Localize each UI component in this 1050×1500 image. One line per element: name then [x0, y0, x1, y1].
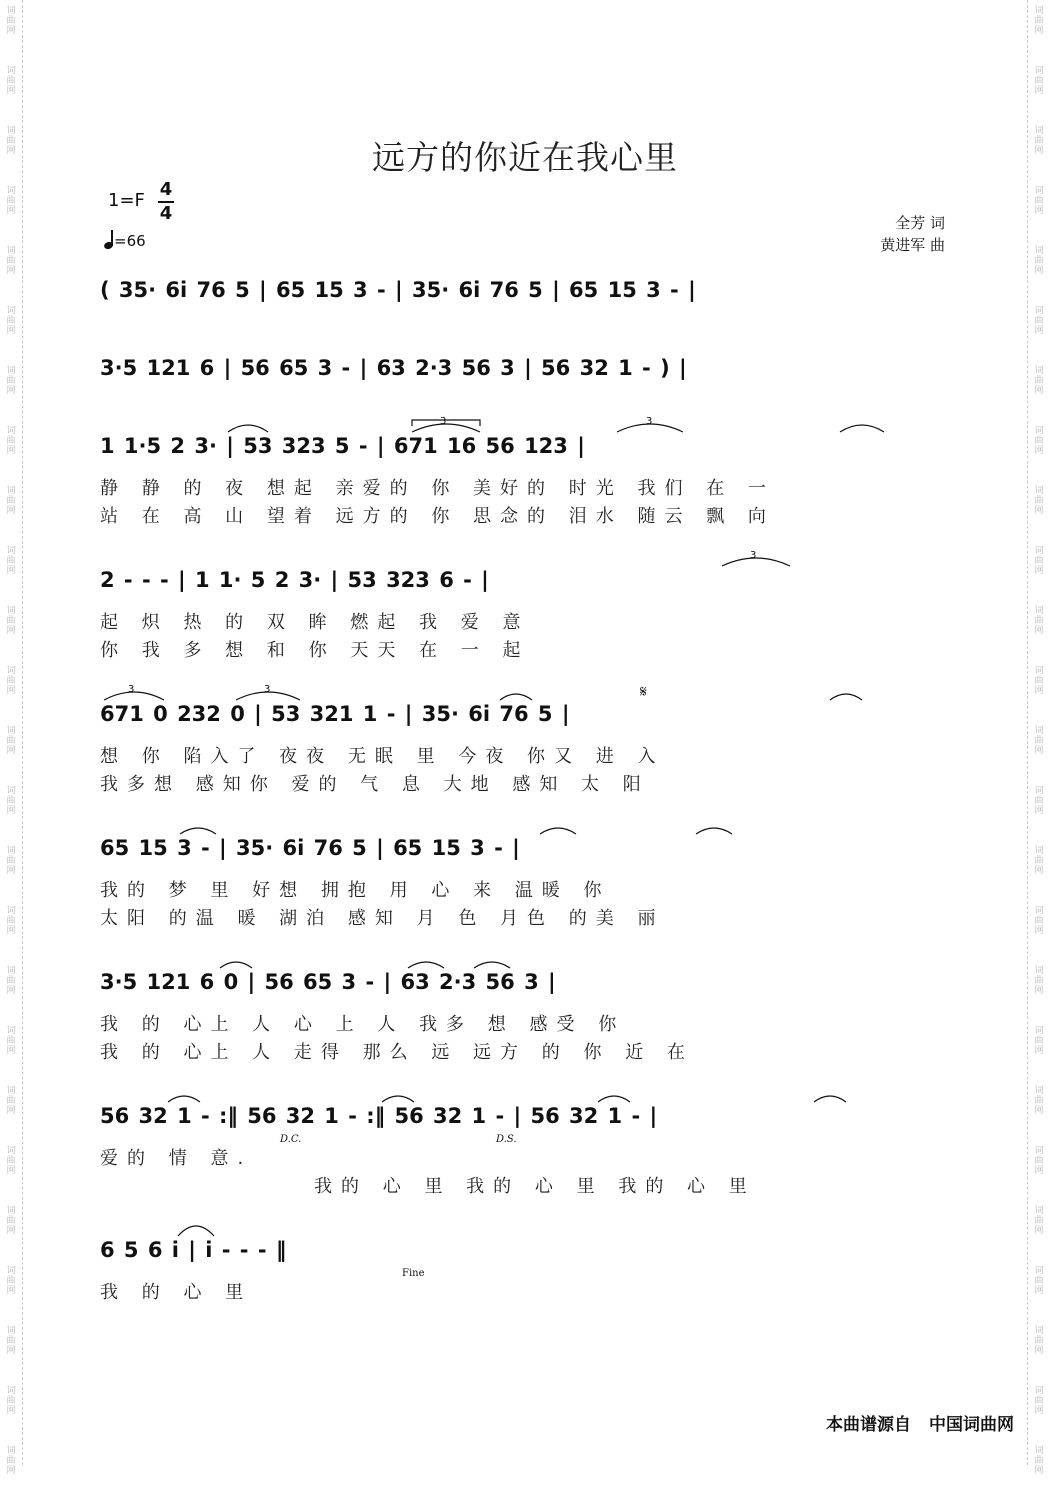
watermark-char: 网 — [1034, 986, 1044, 996]
triplet-marker: 3 — [264, 684, 271, 695]
watermark-char: 曲 — [1034, 1276, 1044, 1286]
watermark-char: 曲 — [6, 1216, 16, 1226]
watermark-char: 网 — [1034, 86, 1044, 96]
watermark-char: 曲 — [6, 1276, 16, 1286]
watermark-char: 曲 — [1034, 1036, 1044, 1046]
lyric-line: 你 我 多 想 和 你 天天 在 一 起 — [100, 640, 530, 661]
watermark-char: 曲 — [6, 256, 16, 266]
notation-row-9: 6 5 6 i | i - - - ‖ — [100, 1238, 287, 1262]
watermark-char: 网 — [6, 1286, 16, 1296]
watermark-char: 词 — [1034, 546, 1044, 556]
lyric-line: 我 的 心 里 — [100, 1282, 253, 1303]
watermark-char: 曲 — [6, 736, 16, 746]
slur — [104, 692, 164, 700]
watermark-char: 曲 — [6, 556, 16, 566]
watermark-char: 词 — [6, 246, 16, 256]
watermark-char: 网 — [6, 1106, 16, 1116]
slur — [696, 828, 732, 834]
triplet-marker: 3 — [128, 684, 135, 695]
watermark-char: 网 — [1034, 506, 1044, 516]
notation-row-4: 2 - - - | 1 1· 5 2 3· | 53 323 6 - | — [100, 568, 489, 592]
slur — [617, 424, 683, 432]
watermark-char: 词 — [6, 126, 16, 136]
watermark-char: 网 — [6, 1406, 16, 1416]
tempo-value: =66 — [114, 232, 146, 250]
watermark-char: 词 — [6, 66, 16, 76]
dc-marking: D.C. — [280, 1134, 302, 1145]
slur — [540, 828, 576, 834]
watermark-char: 网 — [6, 86, 16, 96]
watermark-char: 网 — [6, 1166, 16, 1176]
watermark-char: 网 — [6, 986, 16, 996]
watermark-char: 词 — [1034, 726, 1044, 736]
slur — [408, 962, 444, 968]
watermark-char: 词 — [1034, 666, 1044, 676]
watermark-char: 词 — [1034, 306, 1044, 316]
watermark-char: 网 — [1034, 1286, 1044, 1296]
watermark-char: 词 — [1034, 6, 1044, 16]
song-title: 远方的你近在我心里 — [372, 138, 678, 177]
watermark-char: 网 — [6, 206, 16, 216]
watermark-char: 网 — [1034, 1466, 1044, 1476]
watermark-char: 曲 — [6, 916, 16, 926]
footer-site-name[interactable]: 中国词曲网 — [929, 1415, 1014, 1435]
watermark-char: 网 — [1034, 626, 1044, 636]
watermark-char: 词 — [6, 906, 16, 916]
watermark-char: 网 — [1034, 326, 1044, 336]
triplet-bracket — [412, 420, 480, 426]
watermark-char: 网 — [1034, 806, 1044, 816]
watermark-char: 曲 — [6, 796, 16, 806]
slur — [236, 692, 300, 700]
time-sig-top: 4 — [159, 179, 173, 200]
watermark-char: 网 — [1034, 746, 1044, 756]
watermark-char: 词 — [6, 426, 16, 436]
watermark-char: 网 — [1034, 1226, 1044, 1236]
watermark-char: 网 — [1034, 386, 1044, 396]
watermark-char: 词 — [6, 846, 16, 856]
watermark-char: 网 — [1034, 1166, 1044, 1176]
notation-row-8: 56 32 1 - :‖ 56 32 1 - :‖ 56 32 1 - | 56 32 1 - | — [100, 1104, 658, 1128]
watermark-char: 词 — [6, 1146, 16, 1156]
composer-credit: 黄进军 曲 — [880, 236, 945, 254]
watermark-char: 网 — [6, 626, 16, 636]
watermark-char: 词 — [1034, 1206, 1044, 1216]
lyric-line: 我 的 心上 人 走得 那么 远 远方 的 你 近 在 — [100, 1042, 694, 1063]
watermark-char: 曲 — [1034, 376, 1044, 386]
watermark-char: 曲 — [6, 1336, 16, 1346]
triplet-marker: 3 — [646, 416, 653, 427]
watermark-char: 网 — [1034, 266, 1044, 276]
watermark-char: 网 — [1034, 1346, 1044, 1356]
watermark-char: 词 — [6, 726, 16, 736]
watermark-char: 曲 — [6, 136, 16, 146]
watermark-char: 曲 — [1034, 16, 1044, 26]
watermark-char: 词 — [6, 486, 16, 496]
watermark-char: 曲 — [1034, 196, 1044, 206]
lyric-line: 我多想 感知你 爱的 气 息 大地 感知 太 阳 — [100, 774, 650, 795]
watermark-char: 网 — [1034, 206, 1044, 216]
watermark-char: 词 — [1034, 366, 1044, 376]
watermark-char: 词 — [1034, 1086, 1044, 1096]
watermark-char: 词 — [6, 306, 16, 316]
slur — [412, 424, 480, 432]
watermark-char: 曲 — [6, 856, 16, 866]
watermark-char: 词 — [6, 186, 16, 196]
watermark-char: 曲 — [6, 76, 16, 86]
notation-row-5: 671 0 232 0 | 53 321 1 - | 35· 6i 76 5 | — [100, 702, 570, 726]
watermark-char: 词 — [6, 1326, 16, 1336]
watermark-char: 曲 — [6, 16, 16, 26]
watermark-char: 网 — [6, 926, 16, 936]
watermark-char: 曲 — [6, 496, 16, 506]
watermark-char: 曲 — [6, 1156, 16, 1166]
watermark-char: 网 — [6, 1226, 16, 1236]
watermark-char: 词 — [1034, 186, 1044, 196]
watermark-char: 词 — [6, 6, 16, 16]
watermark-char: 网 — [6, 566, 16, 576]
slur — [474, 962, 510, 968]
watermark-char: 网 — [6, 266, 16, 276]
watermark-char: 曲 — [6, 976, 16, 986]
lyric-line: 起 炽 热 的 双 眸 燃起 我 爱 意 — [100, 612, 530, 633]
watermark-char: 曲 — [1034, 76, 1044, 86]
lyric-line: 我 的 心上 人 心 上 人 我多 想 感受 你 — [100, 1014, 626, 1035]
notation-row-7: 3·5 121 6 0 | 56 65 3 - | 63 2·3 56 3 | — [100, 970, 556, 994]
watermark-char: 曲 — [1034, 496, 1044, 506]
watermark-char: 曲 — [1034, 1216, 1044, 1226]
watermark-char: 网 — [6, 1346, 16, 1356]
slur — [500, 694, 532, 700]
watermark-char: 词 — [1034, 606, 1044, 616]
watermark-char: 词 — [6, 1446, 16, 1456]
lyric-line: 静 静 的 夜 想起 亲爱的 你 美好的 时光 我们 在 一 — [100, 478, 775, 499]
watermark-char: 网 — [1034, 926, 1044, 936]
notation-row-3: 1 1·5 2 3· | 53 323 5 - | 671 16 56 123 | — [100, 434, 585, 458]
watermark-char: 词 — [6, 1386, 16, 1396]
watermark-char: 曲 — [1034, 856, 1044, 866]
slur — [168, 1096, 200, 1102]
watermark-char: 曲 — [6, 616, 16, 626]
slur — [220, 962, 252, 968]
watermark-char: 网 — [6, 146, 16, 156]
watermark-char: 曲 — [1034, 1096, 1044, 1106]
watermark-char: 曲 — [1034, 736, 1044, 746]
watermark-char: 网 — [1034, 26, 1044, 36]
watermark-char: 网 — [1034, 446, 1044, 456]
watermark-char: 曲 — [1034, 976, 1044, 986]
footer-source — [808, 1410, 1014, 1435]
triplet-marker: 3 — [440, 416, 447, 427]
watermark-char: 曲 — [6, 1036, 16, 1046]
key-signature: 1=F — [108, 190, 145, 211]
watermark-char: 网 — [6, 26, 16, 36]
watermark-char: 词 — [1034, 1026, 1044, 1036]
watermark-char: 曲 — [1034, 796, 1044, 806]
watermark-char: 词 — [6, 1266, 16, 1276]
watermark-char: 网 — [6, 506, 16, 516]
fine-marking: Fine — [402, 1268, 425, 1279]
watermark-char: 曲 — [1034, 616, 1044, 626]
watermark-char: 曲 — [1034, 1336, 1044, 1346]
watermark-char: 网 — [6, 686, 16, 696]
watermark-char: 网 — [6, 746, 16, 756]
lyric-line: 太阳 的温 暖 湖泊 感知 月 色 月色 的美 丽 — [100, 908, 665, 929]
time-sig-bottom: 4 — [159, 203, 173, 224]
slur — [180, 828, 216, 834]
watermark-char: 网 — [6, 1466, 16, 1476]
footer-source-label: 本曲谱源自 — [826, 1415, 911, 1435]
slur — [598, 1096, 630, 1102]
watermark-char: 网 — [1034, 1046, 1044, 1056]
watermark-char: 词 — [1034, 966, 1044, 976]
watermark-char: 词 — [6, 1086, 16, 1096]
watermark-char: 词 — [1034, 1266, 1044, 1276]
slur — [178, 1226, 214, 1236]
watermark-char: 词 — [6, 366, 16, 376]
watermark-char: 曲 — [1034, 556, 1044, 566]
slur — [814, 1096, 846, 1102]
watermark-char: 曲 — [6, 436, 16, 446]
watermark-char: 曲 — [6, 1396, 16, 1406]
watermark-char: 曲 — [1034, 136, 1044, 146]
watermark-char: 词 — [1034, 66, 1044, 76]
watermark-char: 词 — [1034, 846, 1044, 856]
watermark-char: 词 — [1034, 1386, 1044, 1396]
slur — [382, 1096, 414, 1102]
slur — [722, 558, 790, 566]
watermark-char: 曲 — [6, 676, 16, 686]
watermark-char: 曲 — [6, 316, 16, 326]
watermark-char: 词 — [1034, 1326, 1044, 1336]
watermark-char: 曲 — [1034, 436, 1044, 446]
watermark-char: 词 — [1034, 126, 1044, 136]
segno-icon: 𝄋 — [640, 682, 647, 701]
watermark-char: 网 — [1034, 686, 1044, 696]
watermark-char: 网 — [6, 446, 16, 456]
lyric-line: 站 在 高 山 望着 远方的 你 思念的 泪水 随云 飘 向 — [100, 506, 775, 527]
watermark-char: 词 — [1034, 1146, 1044, 1156]
watermark-char: 词 — [6, 786, 16, 796]
watermark-char: 曲 — [1034, 916, 1044, 926]
watermark-char: 曲 — [6, 1456, 16, 1466]
slur — [228, 425, 268, 432]
watermark-char: 词 — [1034, 486, 1044, 496]
notation-row-6: 65 15 3 - | 35· 6i 76 5 | 65 15 3 - | — [100, 836, 520, 860]
watermark-char: 词 — [6, 666, 16, 676]
watermark-char: 词 — [1034, 426, 1044, 436]
watermark-char: 词 — [6, 1026, 16, 1036]
watermark-char: 网 — [1034, 566, 1044, 576]
lyric-line: 爱的 情 意. — [100, 1148, 253, 1169]
watermark-char: 网 — [6, 806, 16, 816]
slur — [830, 694, 862, 700]
watermark-char: 词 — [1034, 1446, 1044, 1456]
watermark-char: 网 — [6, 1046, 16, 1056]
watermark-char: 网 — [6, 326, 16, 336]
watermark-char: 曲 — [1034, 1396, 1044, 1406]
watermark-char: 网 — [6, 866, 16, 876]
watermark-char: 网 — [1034, 1406, 1044, 1416]
watermark-char: 曲 — [6, 196, 16, 206]
ds-marking: D.S. — [496, 1134, 517, 1145]
watermark-char: 曲 — [6, 1096, 16, 1106]
watermark-char: 曲 — [1034, 1156, 1044, 1166]
watermark-char: 网 — [1034, 866, 1044, 876]
notation-row-1: ( 35· 6i 76 5 | 65 15 3 - | 35· 6i 76 5 | 65 15 3 - | — [100, 278, 696, 302]
watermark-char: 网 — [1034, 146, 1044, 156]
lyric-line: 想 你 陷入了 夜夜 无眠 里 今夜 你又 进 入 — [100, 746, 665, 767]
lyric-line: 我的 心 里 我的 心 里 我的 心 里 — [314, 1176, 756, 1197]
watermark-char: 词 — [1034, 906, 1044, 916]
watermark-char: 词 — [6, 546, 16, 556]
triplet-marker: 3 — [750, 550, 757, 561]
lyricist-credit: 全芳 词 — [895, 214, 945, 232]
watermark-char: 网 — [6, 386, 16, 396]
watermark-char: 词 — [6, 1206, 16, 1216]
watermark-char: 曲 — [1034, 316, 1044, 326]
watermark-char: 曲 — [1034, 676, 1044, 686]
lyric-line: 我的 梦 里 好想 拥抱 用 心 来 温暖 你 — [100, 880, 611, 901]
watermark-char: 词 — [6, 966, 16, 976]
notation-row-2: 3·5 121 6 | 56 65 3 - | 63 2·3 56 3 | 56 32 1 - ) | — [100, 356, 687, 380]
watermark-char: 曲 — [6, 376, 16, 386]
watermark-char: 网 — [1034, 1106, 1044, 1116]
watermark-char: 曲 — [1034, 256, 1044, 266]
watermark-char: 词 — [1034, 246, 1044, 256]
watermark-char: 词 — [6, 606, 16, 616]
slur — [840, 425, 884, 432]
watermark-char: 曲 — [1034, 1456, 1044, 1466]
watermark-char: 词 — [1034, 786, 1044, 796]
